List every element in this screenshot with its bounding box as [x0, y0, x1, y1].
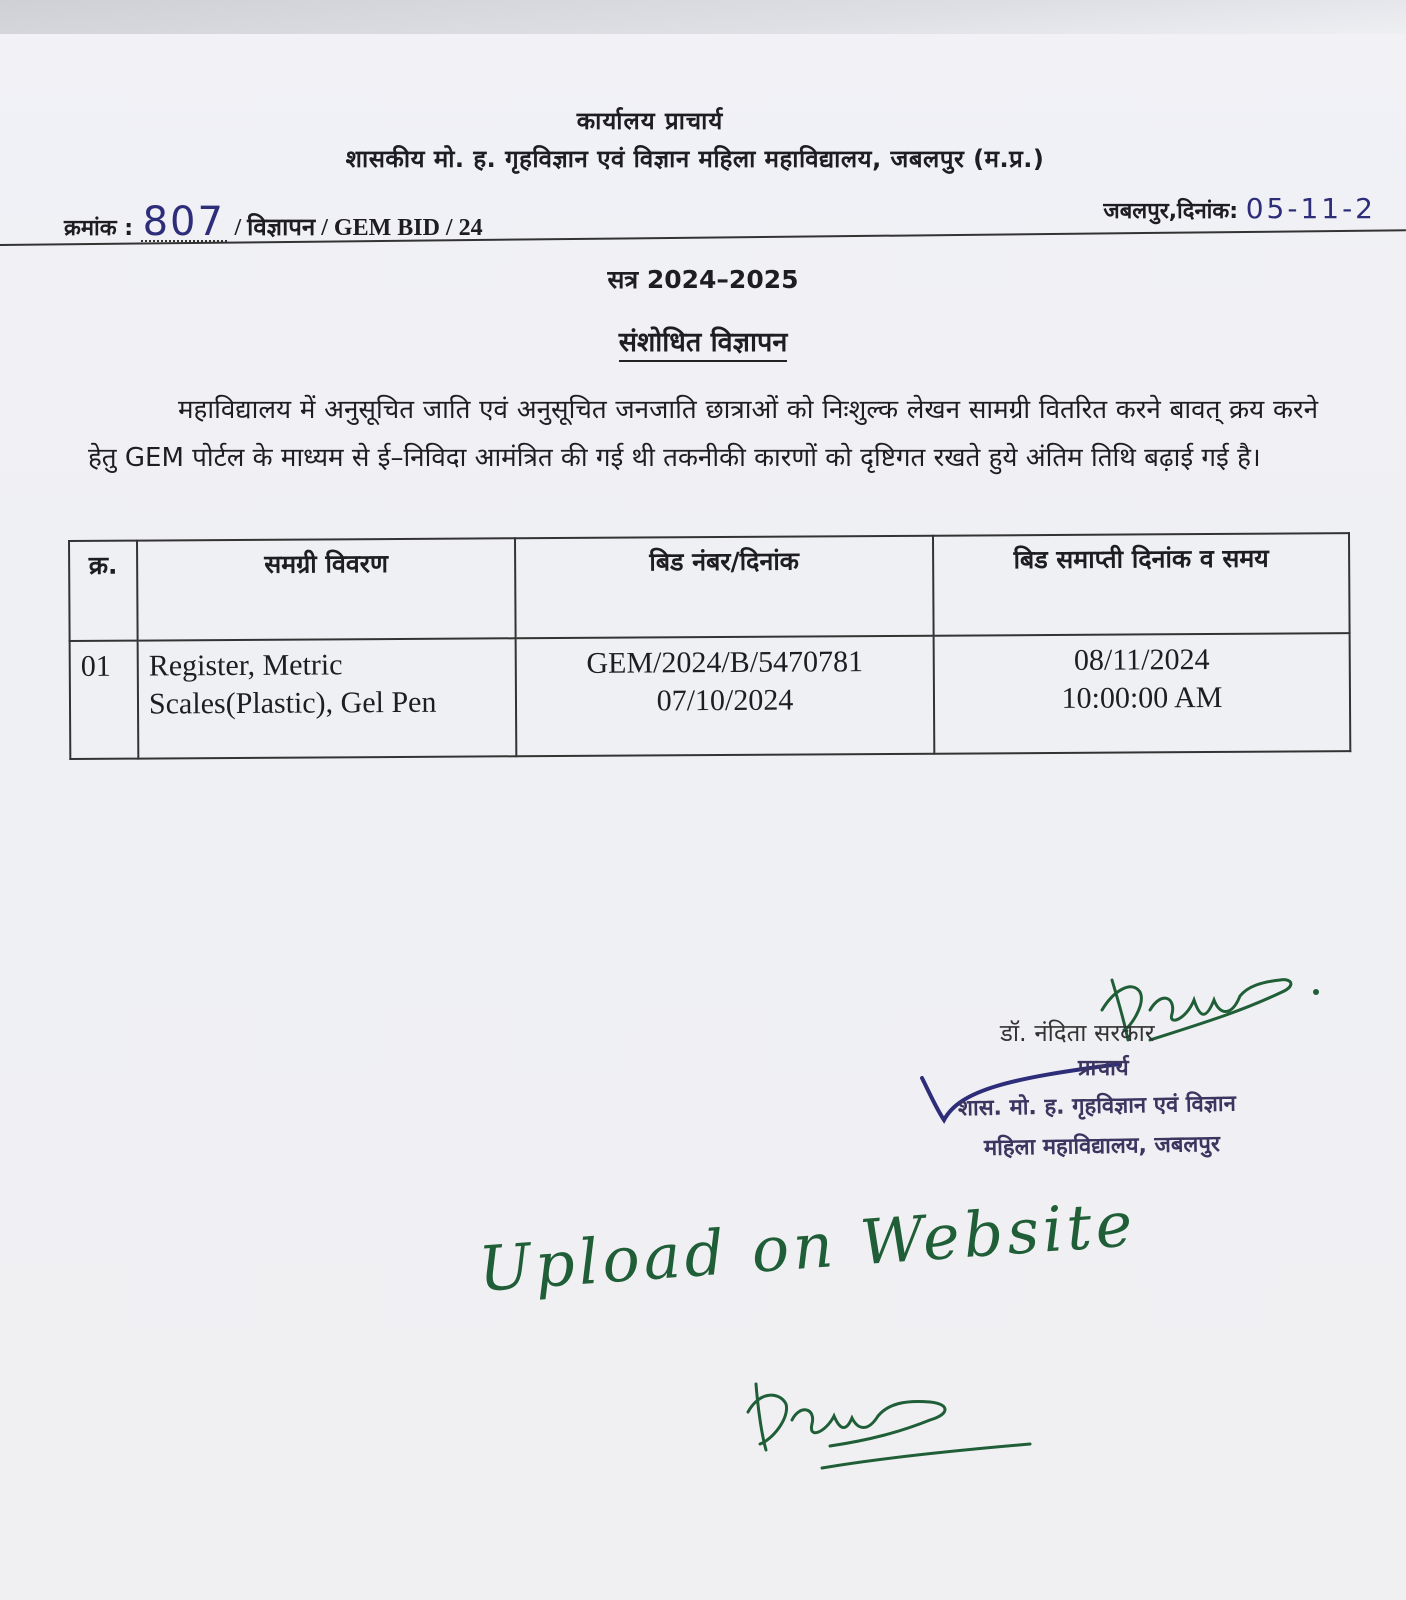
col-header-items: समग्री विवरण: [137, 538, 516, 640]
col-header-end: बिड समाप्ती दिनांक व समय: [933, 533, 1350, 636]
cell-bid: [516, 636, 935, 757]
place-date-line: [1103, 192, 1376, 225]
date-handwritten: 05-11-2: [1245, 192, 1376, 225]
college-heading: शासकीय मो. ह. गृहविज्ञान एवं विज्ञान महिला महाविद्यालय, जबलपुर (म.प्र.): [345, 145, 1045, 173]
table-row: [70, 633, 1351, 759]
cell-end: [934, 633, 1351, 754]
body-paragraph: महाविद्यालय में अनुसूचित जाति एवं अनुसूचित जनजाति छात्राओं को निःशुल्क लेखन सामग्री वितरित करने बावत् क्रय करने हेतु GEM पोर्टल के माध्यम से ई–निविदा आमंत्रित की गई थी तकनीकी कारणों को दृष्टिगत रखते हुये अंतिम तिथि बढ़ाई गई है।: [88, 395, 1318, 473]
table-header-row: [69, 533, 1350, 641]
reference-line: [64, 199, 483, 245]
bid-number: GEM/2024/B/5470781: [586, 645, 864, 680]
cell-sno: 01: [70, 641, 139, 759]
session-text: सत्र 2024–2025: [607, 265, 799, 294]
signatory-name: डॉ. नंदिता सरकार: [1000, 1019, 1155, 1047]
end-date: 08/11/2024: [1073, 643, 1210, 677]
reference-number-handwritten: 807: [142, 199, 225, 245]
signature-lower: [748, 1384, 1030, 1468]
stamp-line-2: महिला महाविद्यालय, जबलपुर: [983, 1131, 1221, 1162]
reference-suffix: / विज्ञापन / GEM BID / 24: [234, 215, 483, 241]
bid-date: 07/10/2024: [656, 683, 794, 718]
handwritten-note: Upload on Website: [476, 1187, 1139, 1306]
end-time: 10:00:00 AM: [1061, 680, 1223, 715]
page-top-edge: [0, 0, 1406, 34]
col-header-sno: क्र.: [69, 541, 138, 641]
bid-table: [68, 532, 1351, 760]
office-heading: कार्यालय प्राचार्य: [576, 107, 724, 135]
designation-stamp: प्राचार्य: [1078, 1056, 1129, 1081]
items-line-1: Register, Metric: [148, 648, 343, 683]
stamp-line-1: शास. मो. ह. गृहविज्ञान एवं विज्ञान: [957, 1091, 1237, 1122]
cell-items: [138, 638, 517, 758]
place-date-label: जबलपुर,दिनांक:: [1103, 199, 1239, 224]
document-title: [0, 322, 1406, 359]
reference-label: क्रमांक :: [64, 216, 134, 241]
items-line-2: Scales(Plastic), Gel Pen: [148, 685, 437, 721]
col-header-bid: बिड नंबर/दिनांक: [515, 536, 934, 639]
title-text: संशोधित विज्ञापन: [619, 327, 788, 362]
